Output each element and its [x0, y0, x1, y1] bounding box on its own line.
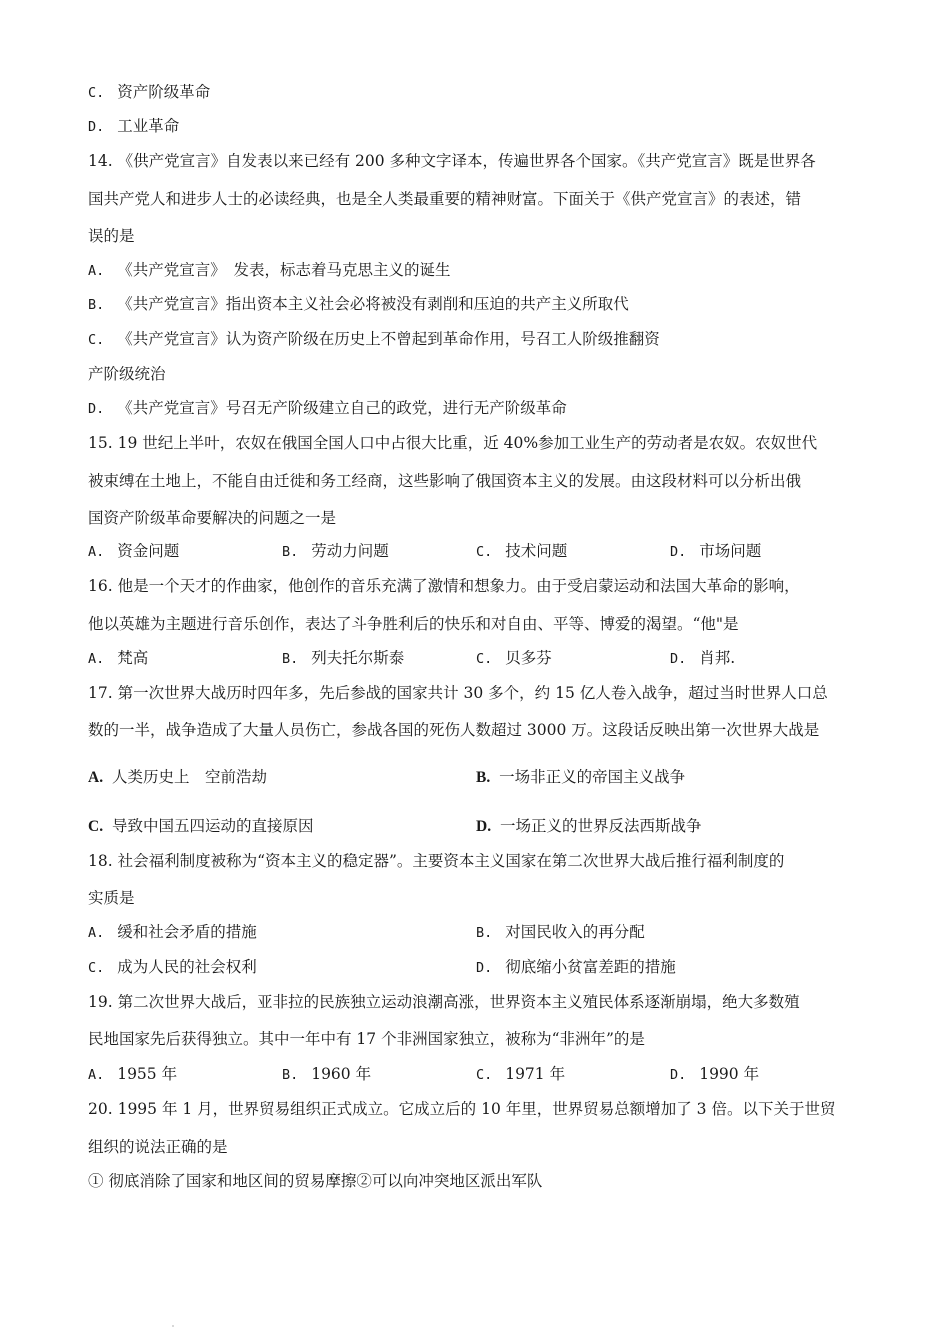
option-label: B. [282, 1067, 299, 1083]
option-text: 《共产党宣言》 发表，标志着马克思主义的诞生 [117, 261, 451, 279]
option-text: 资产阶级革命 [117, 83, 211, 101]
q16-option-c [476, 648, 552, 669]
option-text: 《共产党宣言》号召无产阶级建立自己的政党，进行无产阶级革命 [117, 399, 567, 417]
option-label: D. [476, 960, 493, 976]
q20-stem-line-2: 组织的说法正确的是 [88, 1138, 228, 1156]
q19-option-d [670, 1064, 759, 1085]
q17-option-b [476, 767, 685, 788]
option-label: A. [88, 769, 104, 786]
q19-option-a [88, 1064, 177, 1085]
option-text: 贝多芬 [505, 649, 552, 667]
option-text: 1971 年 [505, 1065, 566, 1083]
q19-option-b [282, 1064, 371, 1085]
q16-option-a [88, 648, 148, 669]
option-text: 《共产党宣言》认为资产阶级在历史上不曾起到革命作用，号召工人阶级推翻资 [117, 330, 660, 348]
option-label: C. [476, 544, 493, 560]
q15-stem-line-2: 被束缚在土地上，不能自由迁徙和务工经商，这些影响了俄国资本主义的发展。由这段材料可以分析出俄 [88, 472, 802, 490]
q15-stem-line-1: 15. 19 世纪上半叶，农奴在俄国全国人口中占很大比重，近 40%参加工业生产的劳动者是农奴。农奴世代 [88, 434, 818, 452]
option-text: 缓和社会矛盾的措施 [117, 923, 257, 941]
option-label: C. [476, 1067, 493, 1083]
option-text: 人类历史上 空前浩劫 [112, 768, 268, 786]
q18-option-a [88, 922, 257, 943]
option-text: 劳动力问题 [311, 542, 389, 560]
q15-option-b [282, 541, 389, 562]
q18-option-b [476, 922, 645, 943]
q19-stem-line-2: 民地国家先后获得独立。其中一年中有 17 个非洲国家独立，被称为“非洲年”的是 [88, 1030, 645, 1048]
option-text: 梵高 [117, 649, 149, 667]
option-label: D. [670, 1067, 687, 1083]
option-label: D. [476, 818, 492, 835]
q13-option-d [88, 116, 179, 137]
option-label: A. [88, 651, 105, 667]
option-label: C. [88, 960, 105, 976]
option-text: 技术问题 [505, 542, 568, 560]
option-text: 一场非正义的帝国主义战争 [499, 768, 686, 786]
q17-option-d [476, 816, 702, 837]
q15-option-d [670, 541, 761, 562]
decorative-dot [172, 1325, 174, 1327]
option-label: B. [476, 769, 491, 786]
option-label: D. [670, 651, 687, 667]
option-text: 肖邦. [699, 649, 736, 667]
option-label: A. [88, 925, 105, 941]
option-text: 彻底缩小贫富差距的措施 [505, 958, 676, 976]
q14-option-d [88, 398, 567, 419]
q15-option-c [476, 541, 567, 562]
option-text: 导致中国五四运动的直接原因 [112, 817, 314, 835]
option-label: C. [476, 651, 493, 667]
q14-stem-line-2: 国共产党人和进步人士的必读经典，也是全人类最重要的精神财富。下面关于《供产党宣言》的表述，错 [88, 190, 802, 208]
option-label: D. [88, 119, 105, 135]
q17-option-a [88, 767, 267, 788]
option-text: 市场问题 [699, 542, 762, 560]
option-text: 1990 年 [699, 1065, 760, 1083]
option-text: 列夫托尔斯泰 [311, 649, 405, 667]
q16-stem-line-1: 16. 他是一个天才的作曲家，他创作的音乐充满了激情和想象力。由于受启蒙运动和法国大革命的影响， [88, 577, 800, 595]
q14-option-c-continued: 产阶级统治 [88, 365, 166, 383]
q17-stem-line-1: 17. 第一次世界大战历时四年多，先后参战的国家共计 30 多个，约 15 亿人卷入战争，超过当时世界人口总 [88, 684, 828, 702]
q14-stem-line-3: 误的是 [88, 227, 135, 245]
option-label: B. [476, 925, 493, 941]
option-label: C. [88, 85, 105, 101]
q13-option-c [88, 82, 210, 103]
q18-option-d [476, 957, 676, 978]
q14-stem-line-1: 14. 《供产党宣言》自发表以来已经有 200 多种文字译本，传遍世界各个国家。《共产党宣言》既是世界各 [88, 152, 816, 170]
option-label: A. [88, 1067, 105, 1083]
q14-option-c [88, 329, 660, 350]
option-label: B. [88, 297, 105, 313]
q16-option-b [282, 648, 404, 669]
option-label: D. [88, 401, 105, 417]
option-text: 成为人民的社会权利 [117, 958, 257, 976]
option-text: 1960 年 [311, 1065, 372, 1083]
q17-stem-line-2: 数的一半，战争造成了大量人员伤亡，参战各国的死伤人数超过 3000 万。这段话反映出第一次世界大战是 [88, 721, 820, 739]
q20-statement-line: ① 彻底消除了国家和地区间的贸易摩擦②可以向冲突地区派出军队 [88, 1172, 543, 1190]
option-text: 《共产党宣言》指出资本主义社会必将被没有剥削和压迫的共产主义所取代 [117, 295, 629, 313]
q17-option-c [88, 816, 314, 837]
q18-stem-line-1: 18. 社会福利制度被称为“资本主义的稳定器”。主要资本主义国家在第二次世界大战后推行福利制度的 [88, 852, 785, 870]
option-label: C. [88, 332, 105, 348]
option-text: 工业革命 [117, 117, 180, 135]
q14-option-b [88, 294, 629, 315]
q15-stem-line-3: 国资产阶级革命要解决的问题之一是 [88, 509, 337, 527]
option-label: A. [88, 544, 105, 560]
q19-option-c [476, 1064, 565, 1085]
option-text: 1955 年 [117, 1065, 178, 1083]
option-label: C. [88, 818, 104, 835]
q15-option-a [88, 541, 179, 562]
q18-option-c [88, 957, 257, 978]
q19-stem-line-1: 19. 第二次世界大战后，亚非拉的民族独立运动浪潮高涨，世界资本主义殖民体系逐渐崩塌，绝大多数殖 [88, 993, 800, 1011]
option-label: B. [282, 544, 299, 560]
option-text: 对国民收入的再分配 [505, 923, 645, 941]
q20-stem-line-1: 20. 1995 年 1 月，世界贸易组织正式成立。它成立后的 10 年里，世界贸易总额增加了 3 倍。以下关于世贸 [88, 1100, 836, 1118]
option-label: B. [282, 651, 299, 667]
option-label: D. [670, 544, 687, 560]
option-text: 一场正义的世界反法西斯战争 [500, 817, 702, 835]
q14-option-a [88, 260, 450, 281]
option-text: 资金问题 [117, 542, 180, 560]
q16-option-d [670, 648, 735, 669]
q16-stem-line-2: 他以英雄为主题进行音乐创作，表达了斗争胜利后的快乐和对自由、平等、博爱的渴望。“他"是 [88, 615, 739, 633]
q18-stem-line-2: 实质是 [88, 889, 135, 907]
option-label: A. [88, 263, 105, 279]
